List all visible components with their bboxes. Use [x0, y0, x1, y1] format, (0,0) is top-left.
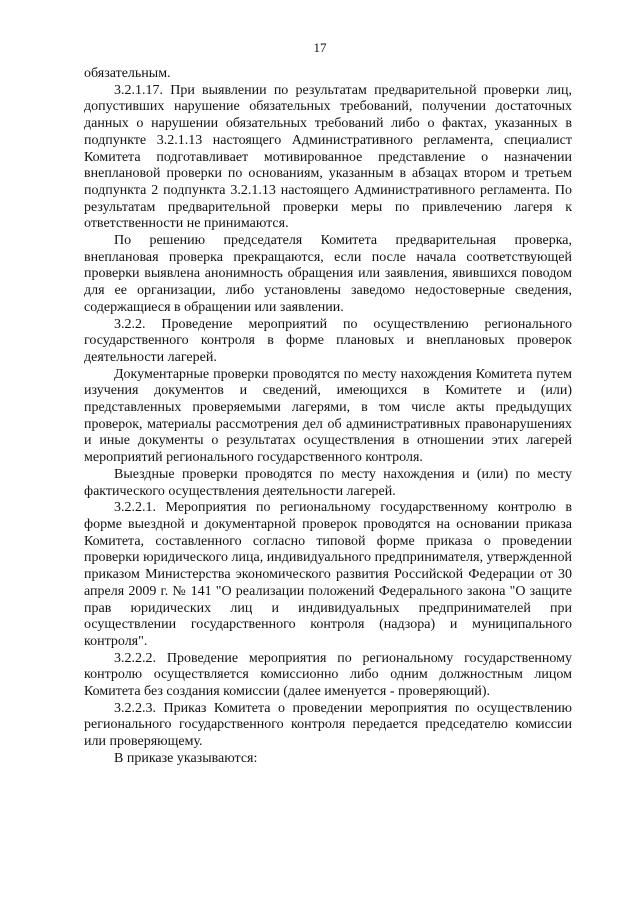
paragraph-continuation: обязательным.	[84, 66, 171, 81]
page-number: 17	[313, 40, 327, 55]
paragraph-3-2-2-2: 3.2.2.2. Проведение мероприятия по региональному государственному контролю осуществляется комиссионно либо одним должностным лицом Комитета без создания комиссии (далее именуется - проверяющий).	[84, 650, 572, 700]
paragraph-termination: По решению председателя Комитета предварительная проверка, внеплановая проверка прекращаются, если после начала соответствующей проверки выявлена анонимность обращения или заявления, явившихся поводом для ее организации, либо установлены заведомо недостоверные сведения, содержащиеся в обращении или заявлении.	[84, 233, 572, 315]
paragraph-3-2-2: 3.2.2. Проведение мероприятий по осуществлению регионального государственного контроля в форме плановых и внеплановых проверок деятельности лагерей.	[84, 316, 572, 365]
paragraph-order-contents: В приказе указываются:	[114, 750, 258, 766]
paragraph-documentary-checks: Документарные проверки проводятся по месту нахождения Комитета путем изучения документов и сведений, имеющихся в Комитете и (или) представленных проверяемыми лагерями, в том числе акты предыдущих проверок, материалы рассмотрения дел об административных правонарушениях и иные документы о результатах осуществления в отношении этих лагерей мероприятий регионального государственного контроля.	[84, 366, 572, 466]
paragraph-3-2-2-1: 3.2.2.1. Мероприятия по региональному государственному контролю в форме выездной и документарной проверок проводятся на основании приказа Комитета, составленного согласно типовой форме приказа о проведении проверки юридического лица, индивидуального предпринимателя, утвержденной приказом Министерства экономического развития Российской Федерации от 30 апреля 2009 г. № 141 "О реализации положений Федерального закона "О защите прав юридических лиц и индивидуальных предпринимателей при осуществлении государственного контроля (надзора) и муниципального контроля".	[84, 500, 572, 649]
paragraph-onsite-checks: Выездные проверки проводятся по месту нахождения и (или) по месту фактического осуществления деятельности лагерей.	[84, 466, 572, 499]
paragraph-3-2-2-3: 3.2.2.3. Приказ Комитета о проведении мероприятия по осуществлению регионального государственного контроля передается председателю комиссии или проверяющему.	[84, 700, 572, 750]
document-body	[84, 66, 572, 768]
paragraph-3-2-1-17: 3.2.1.17. При выявлении по результатам предварительной проверки лиц, допустивших нарушение обязательных требований, получении достаточных данных о нарушении обязательных требований либо о фактах, указанных в подпункте 3.2.1.13 настоящего Административного регламента, специалист Комитета подготавливает мотивированное представление о назначении внеплановой проверки по основаниям, указанным в абзацах втором и третьем подпункта 2 подпункта 3.2.1.13 настоящего Административного регламента. По результатам предварительной проверки меры по привлечению лагеря к ответственности не принимаются.	[84, 82, 572, 232]
